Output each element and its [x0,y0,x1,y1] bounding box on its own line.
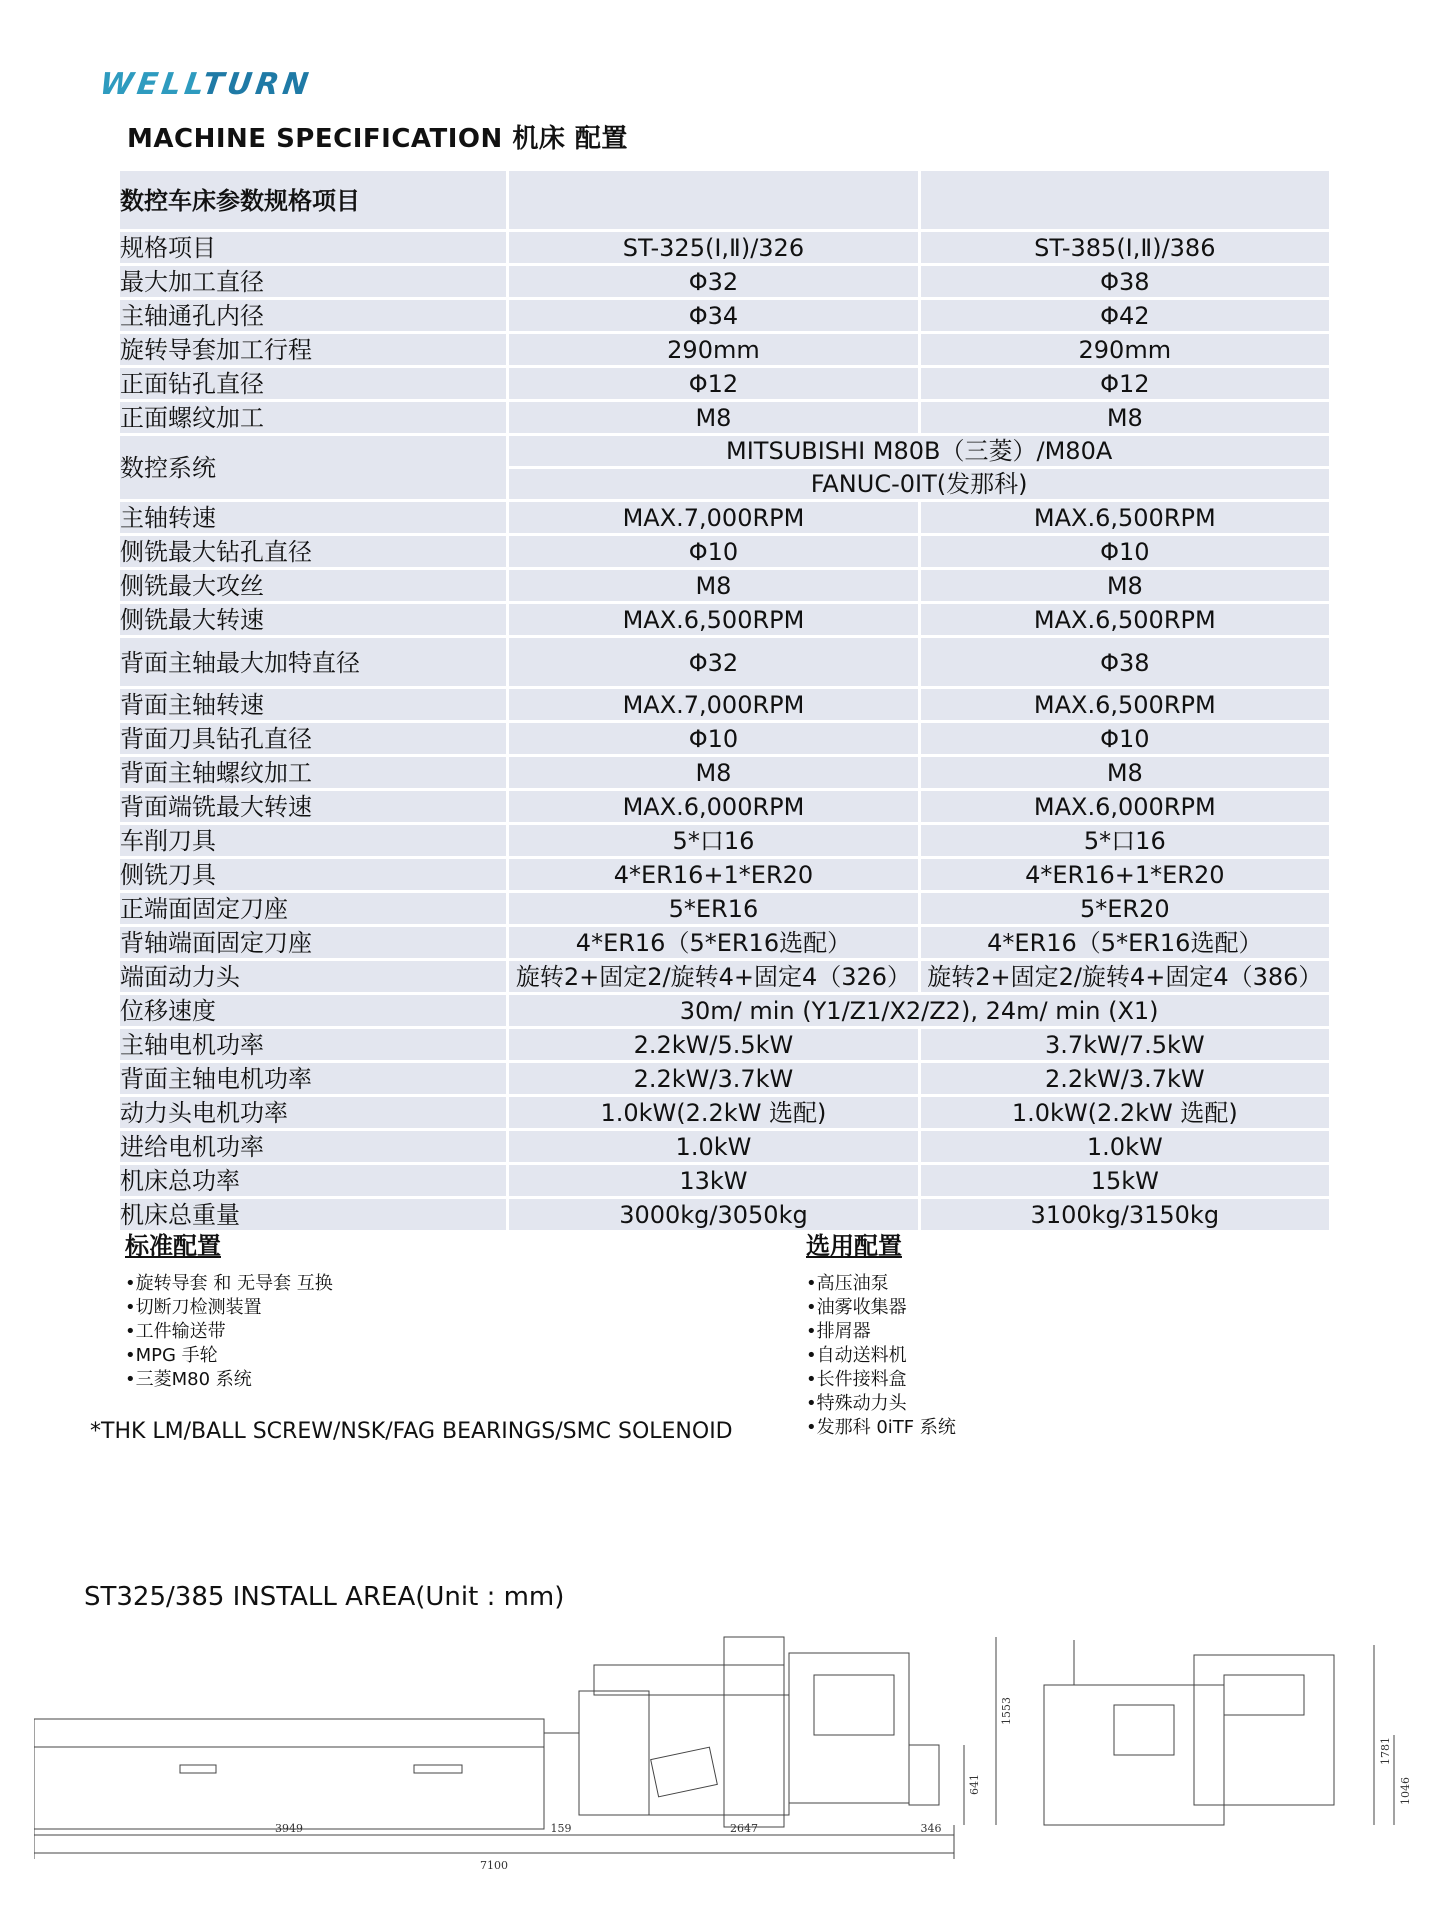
row-label: 正端面固定刀座 [120,893,506,924]
row-value-st385: M8 [921,402,1329,433]
row-value-st385: 3.7kW/7.5kW [921,1029,1329,1060]
dim-height: 1553 [1000,1697,1013,1725]
row-label: 背面主轴电机功率 [120,1063,506,1094]
table-row [120,402,1329,433]
table-header: 数控车床参数规格项目 [120,171,506,229]
row-value-st325: M8 [509,402,917,433]
cnc-row [120,436,1329,466]
row-value-st385: Φ38 [921,638,1329,686]
table-row [120,502,1329,533]
speed-row [120,995,1329,1026]
row-label: 背轴端面固定刀座 [120,927,506,958]
dim-feeder-length: 3949 [275,1822,303,1835]
row-value-st385: MAX.6,500RPM [921,502,1329,533]
end-view-window [1114,1705,1174,1755]
row-label: 主轴电机功率 [120,1029,506,1060]
row-value-st325: Φ32 [509,266,917,297]
table-row [120,1097,1329,1128]
table-row [120,893,1329,924]
list-item: • 切断刀检测装置 [125,1296,333,1320]
row-label: 端面动力头 [120,961,506,992]
row-label: 背面主轴转速 [120,689,506,720]
row-value-st385: MAX.6,500RPM [921,689,1329,720]
table-row [120,757,1329,788]
end-view-cabinet [1194,1655,1334,1805]
row-label: 旋转导套加工行程 [120,334,506,365]
table-row [120,1029,1329,1060]
row-label: 规格项目 [120,232,506,263]
row-value-st325: 1.0kW(2.2kW 选配) [509,1097,917,1128]
list-item: • 自动送料机 [806,1344,956,1368]
list-item: • 三菱M80 系统 [125,1368,333,1392]
row-value-st325: 旋转2+固定2/旋转4+固定4（326） [509,961,917,992]
row-value-st325: 4*ER16（5*ER16选配） [509,927,917,958]
row-value-st325: 5*ER16 [509,893,917,924]
table-row [120,334,1329,365]
dim-gap: 159 [550,1822,572,1835]
row-value-st325: 3000kg/3050kg [509,1199,917,1230]
dim-tail: 346 [920,1822,942,1835]
cnc-line1: MITSUBISHI M80B（三菱）/M80A [509,436,1329,466]
table-row [120,825,1329,856]
dim-end-lower: 1046 [1399,1777,1412,1805]
row-value-st325: MAX.6,500RPM [509,604,917,635]
table-header-row [120,171,1329,229]
row-value-st325: Φ34 [509,300,917,331]
row-label: 背面刀具钻孔直径 [120,723,506,754]
optional-config [806,1234,956,1440]
row-label: 主轴通孔内径 [120,300,506,331]
row-value-st325: Φ10 [509,536,917,567]
machine-headstock [579,1691,649,1815]
install-area-title: ST325/385 INSTALL AREA(Unit : mm) [84,1582,565,1612]
row-value-st325: Φ10 [509,723,917,754]
row-value-st385: Φ10 [921,723,1329,754]
row-value-st385: ST-385(Ⅰ,Ⅱ)/386 [921,232,1329,263]
machine-drawing-svg [34,1625,1420,1895]
page-title: MACHINE SPECIFICATION 机床 配置 [127,124,628,154]
table-row [120,1165,1329,1196]
speed-value: 30m/ min (Y1/Z1/X2/Z2), 24m/ min (X1) [509,995,1329,1026]
row-value-st385: M8 [921,570,1329,601]
row-value-st325: Φ32 [509,638,917,686]
bar-feeder-body [34,1747,544,1829]
row-value-st325: 2.2kW/3.7kW [509,1063,917,1094]
row-value-st385: 5*ER20 [921,893,1329,924]
dim-total-length: 7100 [480,1859,508,1872]
row-value-st325: 13kW [509,1165,917,1196]
row-value-st385: 290mm [921,334,1329,365]
standard-config-title: 标准配置 [125,1232,221,1260]
row-value-st325: MAX.7,000RPM [509,689,917,720]
list-item: • 排屑器 [806,1320,956,1344]
row-value-st325: 5*口16 [509,825,917,856]
row-value-st385: 15kW [921,1165,1329,1196]
optional-config-list [806,1272,956,1440]
table-row [120,723,1329,754]
row-label: 位移速度 [120,995,506,1026]
feeder-foot [180,1765,216,1773]
row-value-st385: M8 [921,757,1329,788]
install-area-drawing [34,1625,1420,1895]
row-value-st385: 4*ER16+1*ER20 [921,859,1329,890]
row-value-st385: 4*ER16（5*ER16选配） [921,927,1329,958]
dim-machine-length: 2647 [730,1822,758,1835]
row-value-st385: Φ12 [921,368,1329,399]
row-value-st385: 5*口16 [921,825,1329,856]
table-row [120,536,1329,567]
list-item: • 油雾收集器 [806,1296,956,1320]
row-label: 侧铣最大攻丝 [120,570,506,601]
row-value-st325: M8 [509,757,917,788]
table-row [120,638,1329,686]
table-row [120,570,1329,601]
row-value-st325: MAX.7,000RPM [509,502,917,533]
chip-box [909,1745,939,1805]
standard-config-list [125,1272,333,1392]
bar-feeder-top [34,1719,544,1747]
spec-table [117,168,1332,1233]
table-row [120,859,1329,890]
list-item: • 长件接料盒 [806,1368,956,1392]
table-row [120,689,1329,720]
list-item: • MPG 手轮 [125,1344,333,1368]
row-value-st325: ST-325(Ⅰ,Ⅱ)/326 [509,232,917,263]
row-label: 机床总功率 [120,1165,506,1196]
row-label: 正面钻孔直径 [120,368,506,399]
machine-front [649,1695,789,1815]
row-value-st325: 2.2kW/5.5kW [509,1029,917,1060]
row-label: 数控系统 [120,436,506,499]
table-row [120,791,1329,822]
row-label: 主轴转速 [120,502,506,533]
table-row [120,232,1329,263]
feeder-foot [414,1765,462,1773]
table-row [120,1063,1329,1094]
row-value-st385: 1.0kW(2.2kW 选配) [921,1097,1329,1128]
row-value-st385: 2.2kW/3.7kW [921,1063,1329,1094]
table-row [120,961,1329,992]
end-view-panel [1224,1675,1304,1715]
row-value-st385: Φ42 [921,300,1329,331]
row-value-st385: MAX.6,500RPM [921,604,1329,635]
table-row [120,1131,1329,1162]
row-value-st325: MAX.6,000RPM [509,791,917,822]
row-label: 侧铣最大转速 [120,604,506,635]
row-label: 动力头电机功率 [120,1097,506,1128]
control-panel [814,1675,894,1735]
row-value-st325: 290mm [509,334,917,365]
row-value-st385: 3100kg/3150kg [921,1199,1329,1230]
optional-config-title: 选用配置 [806,1232,902,1260]
row-value-st325: 4*ER16+1*ER20 [509,859,917,890]
list-item: • 旋转导套 和 无导套 互换 [125,1272,333,1296]
row-label: 进给电机功率 [120,1131,506,1162]
row-value-st325: 1.0kW [509,1131,917,1162]
dim-lower-height: 641 [968,1774,981,1795]
brand-logo [97,67,365,102]
row-value-st385: 旋转2+固定2/旋转4+固定4（386） [921,961,1329,992]
row-label: 机床总重量 [120,1199,506,1230]
table-row [120,300,1329,331]
dim-end-height: 1781 [1379,1737,1392,1765]
row-label: 侧铣最大钻孔直径 [120,536,506,567]
row-label: 背面端铣最大转速 [120,791,506,822]
list-item: • 高压油泵 [806,1272,956,1296]
cnc-line2: FANUC-0IT(发那科) [509,469,1329,499]
row-value-st385: 1.0kW [921,1131,1329,1162]
row-label: 背面主轴最大加特直径 [120,638,506,686]
chip-tray [651,1747,718,1797]
list-item: • 工件输送带 [125,1320,333,1344]
brand-part1: WELL [97,67,206,102]
row-label: 车削刀具 [120,825,506,856]
footnote: *THK LM/BALL SCREW/NSK/FAG BEARINGS/SMC SOLENOID [90,1419,733,1444]
table-row [120,1199,1329,1230]
row-value-st325: M8 [509,570,917,601]
row-label: 最大加工直径 [120,266,506,297]
table-row [120,604,1329,635]
row-label: 正面螺纹加工 [120,402,506,433]
row-value-st385: Φ10 [921,536,1329,567]
list-item: • 特殊动力头 [806,1392,956,1416]
row-label: 侧铣刀具 [120,859,506,890]
list-item: • 发那科 0iTF 系统 [806,1416,956,1440]
table-row [120,927,1329,958]
brand-part2: TURN [200,67,315,102]
standard-config [125,1234,333,1392]
row-value-st385: Φ38 [921,266,1329,297]
row-value-st385: MAX.6,000RPM [921,791,1329,822]
table-row [120,266,1329,297]
row-value-st325: Φ12 [509,368,917,399]
row-label: 背面主轴螺纹加工 [120,757,506,788]
table-row [120,368,1329,399]
